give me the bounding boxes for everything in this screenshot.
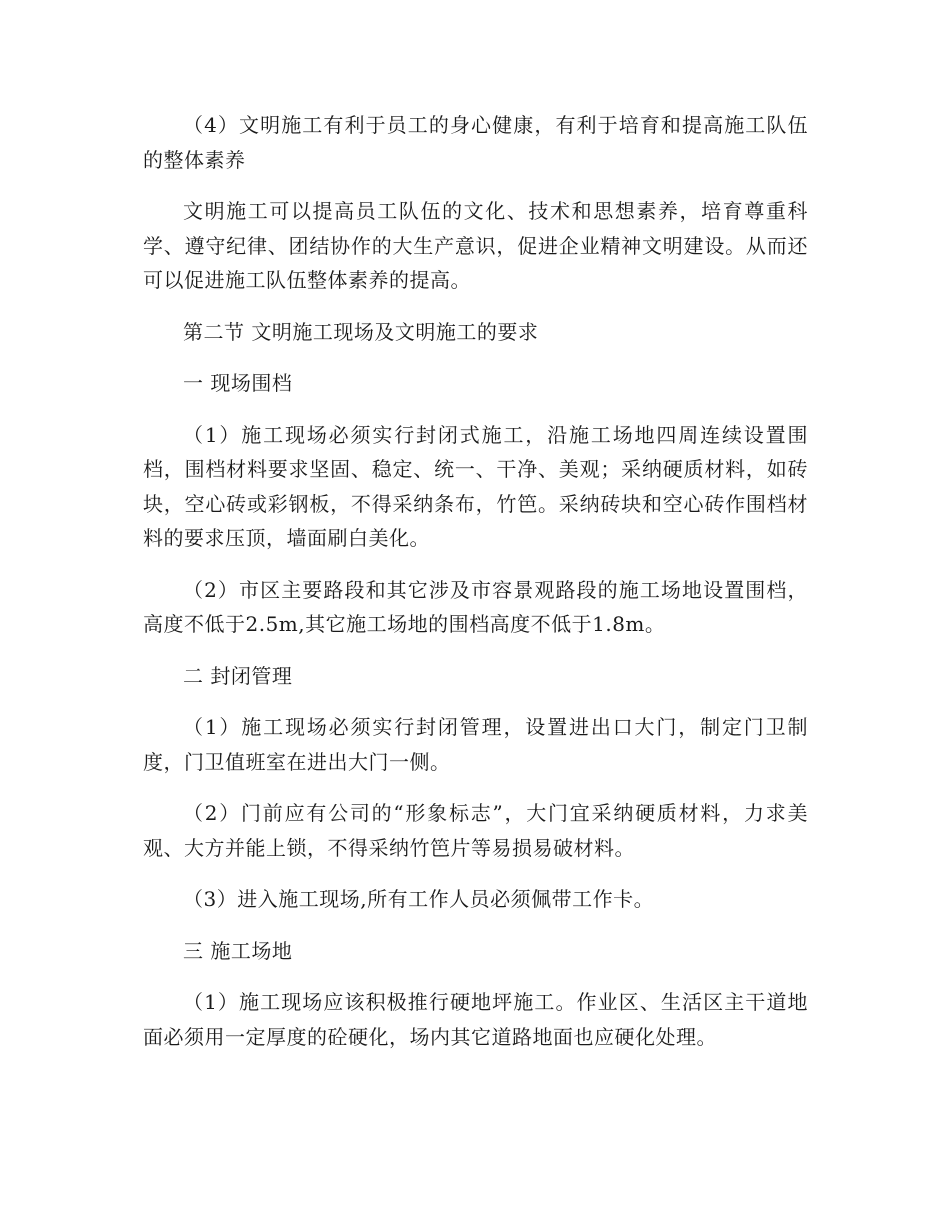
paragraph-closed-3: （3）进入施工现场,所有工作人员必须佩带工作卡。 [183, 887, 655, 911]
document-body [143, 108, 808, 1071]
subsection-heading-closed: 二 封闭管理 [183, 663, 293, 688]
paragraph-health: （4）文明施工有利于员工的身心健康，有利于培育和提高施工队伍的整体素养 [143, 113, 808, 172]
section-heading: 第二节 文明施工现场及文明施工的要求 [183, 319, 539, 344]
subsection-heading-fence: 一 现场围档 [183, 371, 293, 395]
subsection-heading-site: 三 施工场地 [183, 938, 293, 963]
paragraph-closed-2: （2）门前应有公司的“形象标志”，大门宜采纳硬质材料，力求美观、大方并能上锁，不得采纳竹笆片等易损易破材料。 [143, 801, 808, 860]
paragraph-fence-2: （2）市区主要路段和其它涉及市容景观路段的施工场地设置围档，高度不低于2.5m,其它施工场地的围档高度不低于1.8m。 [143, 577, 808, 636]
paragraph-fence-1: （1）施工现场必须实行封闭式施工，沿施工场地四周连续设置围档，围档材料要求坚固、稳定、统一、干净、美观；采纳硬质材料，如砖块，空心砖或彩钢板，不得采纳条布，竹笆。采纳砖块和空心砖作围档材料的要求压顶，墙面刷白美化。 [143, 422, 808, 550]
paragraph-quality: 文明施工可以提高员工队伍的文化、技术和思想素养，培育尊重科学、遵守纪律、团结协作的大生产意识，促进企业精神文明建设。从而还可以促进施工队伍整体素养的提高。 [143, 199, 808, 292]
paragraph-closed-1: （1）施工现场必须实行封闭管理，设置进出口大门，制定门卫制度，门卫值班室在进出大门一侧。 [143, 715, 808, 774]
paragraph-site-1: （1）施工现场应该积极推行硬地坪施工。作业区、生活区主干道地面必须用一定厚度的砼硬化，场内其它道路地面也应硬化处理。 [143, 990, 808, 1049]
